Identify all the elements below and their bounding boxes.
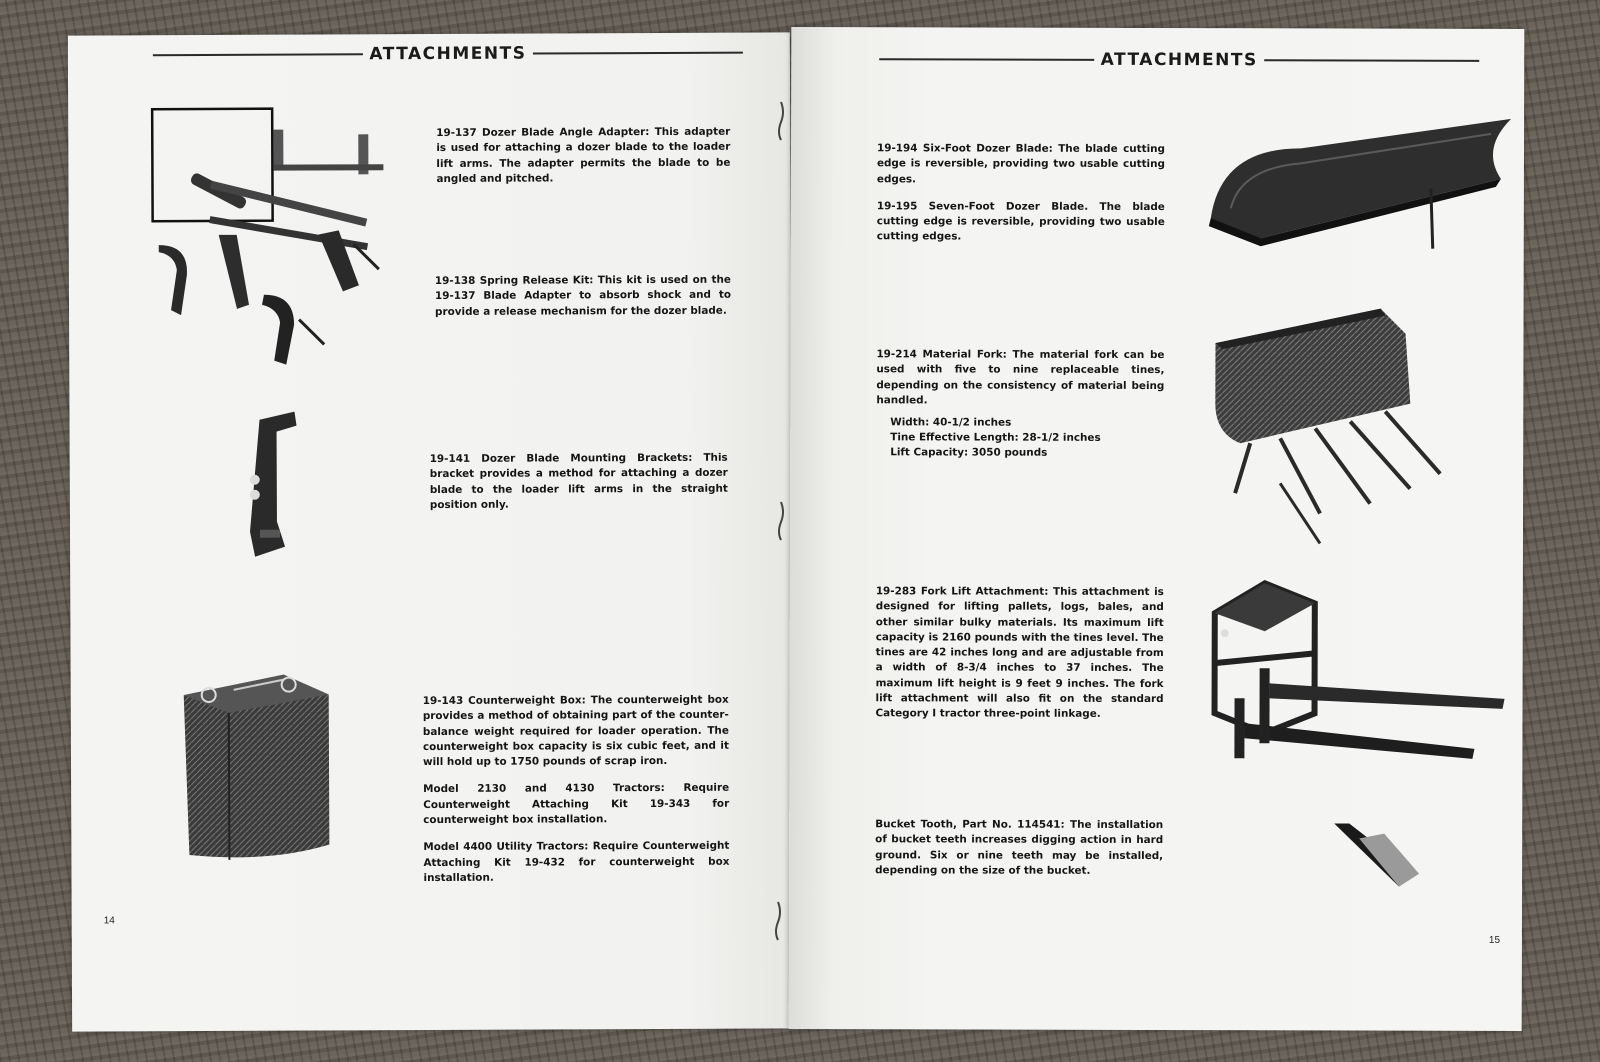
item-19-194-195 [877, 141, 1165, 246]
dozer-blade-angle-adapter-illustration [148, 104, 449, 375]
staple-top [775, 100, 785, 142]
item-lead: 19-283 Fork Lift Attachment: [875, 585, 1049, 598]
item-bucket-tooth [875, 817, 1163, 879]
item-lead: 19-138 Spring Release Kit: [434, 274, 594, 287]
header-rule-left [153, 53, 363, 56]
header-rule-right [532, 52, 742, 55]
right-page [789, 27, 1525, 1031]
mounting-bracket-illustration [229, 410, 310, 560]
spec-tine-length: Tine Effective Length: 28-1/2 inches [890, 431, 1101, 445]
staple-middle [775, 500, 785, 542]
dozer-blade-illustration [1201, 108, 1521, 259]
material-fork-specs [876, 415, 1164, 461]
material-fork-illustration [1210, 303, 1451, 554]
item-lead: 19-214 Material Fork: [876, 348, 1007, 361]
item-lead: 19-195 Seven-Foot Dozer Blade. [876, 200, 1089, 213]
note-lead: Model 2130 and 4130 Tractors: [423, 782, 665, 796]
section-title: ATTACHMENTS [369, 43, 527, 65]
left-page-header [153, 43, 743, 66]
item-text: This bracket provides a method for attaching a dozer blade to the loader lift arms in the straight position only. [429, 451, 728, 511]
page-number-right: 15 [1488, 934, 1501, 946]
item-lead: 19-143 Counterweight Box: [422, 694, 586, 708]
spec-lift-capacity: Lift Capacity: 3050 pounds [890, 446, 1048, 459]
item-text: This kit is used on the 19-137 Blade Adapter to absorb shock and to provide a release mechanism for the dozer blade. [434, 273, 731, 318]
counterweight-box-illustration [178, 634, 339, 865]
item-text: The material fork can be used with five to nine replaceable tines, depending on the consistency of material being handled. [876, 348, 1165, 407]
header-rule-right [1264, 59, 1479, 62]
item-lead: 19-137 Dozer Blade Angle Adapter: [436, 126, 650, 139]
item-19-137 [436, 125, 730, 187]
note-lead: Model 4400 Utility Tractors: [423, 840, 589, 854]
bucket-tooth-illustration [1329, 818, 1419, 893]
item-text: This adapter is used for attaching a dozer blade to the loader lift arms. The adapter permits the blade to be angled and pitched. [436, 125, 731, 185]
spec-width: Width: 40-1/2 inches [890, 416, 1012, 429]
item-lead: 19-194 Six-Foot Dozer Blade: [876, 142, 1053, 155]
note-text: Require Counterweight Attaching Kit 19-432 for counterweight box installation. [423, 840, 730, 885]
item-19-141 [430, 451, 728, 513]
item-19-214 [876, 347, 1164, 461]
item-19-143 [423, 693, 730, 887]
item-lead: Bucket Tooth, Part No. 114541: [875, 818, 1065, 831]
staple-bottom [772, 900, 782, 942]
fork-lift-attachment-illustration [1204, 573, 1515, 774]
section-title: ATTACHMENTS [1100, 49, 1258, 71]
item-text: The blade cutting edge is reversible, providing two usable cutting edges. [876, 200, 1165, 243]
page-number-left: 14 [103, 915, 115, 927]
item-19-138 [435, 273, 731, 320]
item-19-283 [875, 584, 1163, 722]
note-model-4400 [423, 839, 729, 886]
left-page [68, 32, 794, 1031]
right-page-header [879, 49, 1479, 71]
item-text: The blade cutting edge is reversible, providing two usable cutting edges. [876, 142, 1165, 185]
item-lead: 19-141 Dozer Blade Mounting Brackets: [429, 451, 693, 466]
item-text: This attachment is designed for lifting pallets, logs, bales, and other similar bulky materials. Its maximum lift capacity is 2160 pounds with the tines level. The tines are 42 inches long and are adjustable from a width of 8-3/4 inches to 37 inches. The maximum lift height is 9 feet 9 inches. The fork lift attachment will also fit on the standard Category I tractor three-point linkage. [875, 585, 1164, 721]
note-text: Require Counterweight Attaching Kit 19-343 for counterweight box installation. [423, 782, 730, 827]
header-rule-left [879, 58, 1094, 61]
item-text: The counterweight box provides a method of obtaining part of the counter-balance weight required for loader operation. The counterweight box capacity is six cubic feet, and it will hold up to 1750 pounds of scrap iron. [422, 693, 729, 769]
item-text: The installation of bucket teeth increases digging action in hard ground. Six or nine teeth may be installed, depending on the size of the bucket. [875, 818, 1164, 877]
note-model-2130-4130 [423, 781, 729, 828]
